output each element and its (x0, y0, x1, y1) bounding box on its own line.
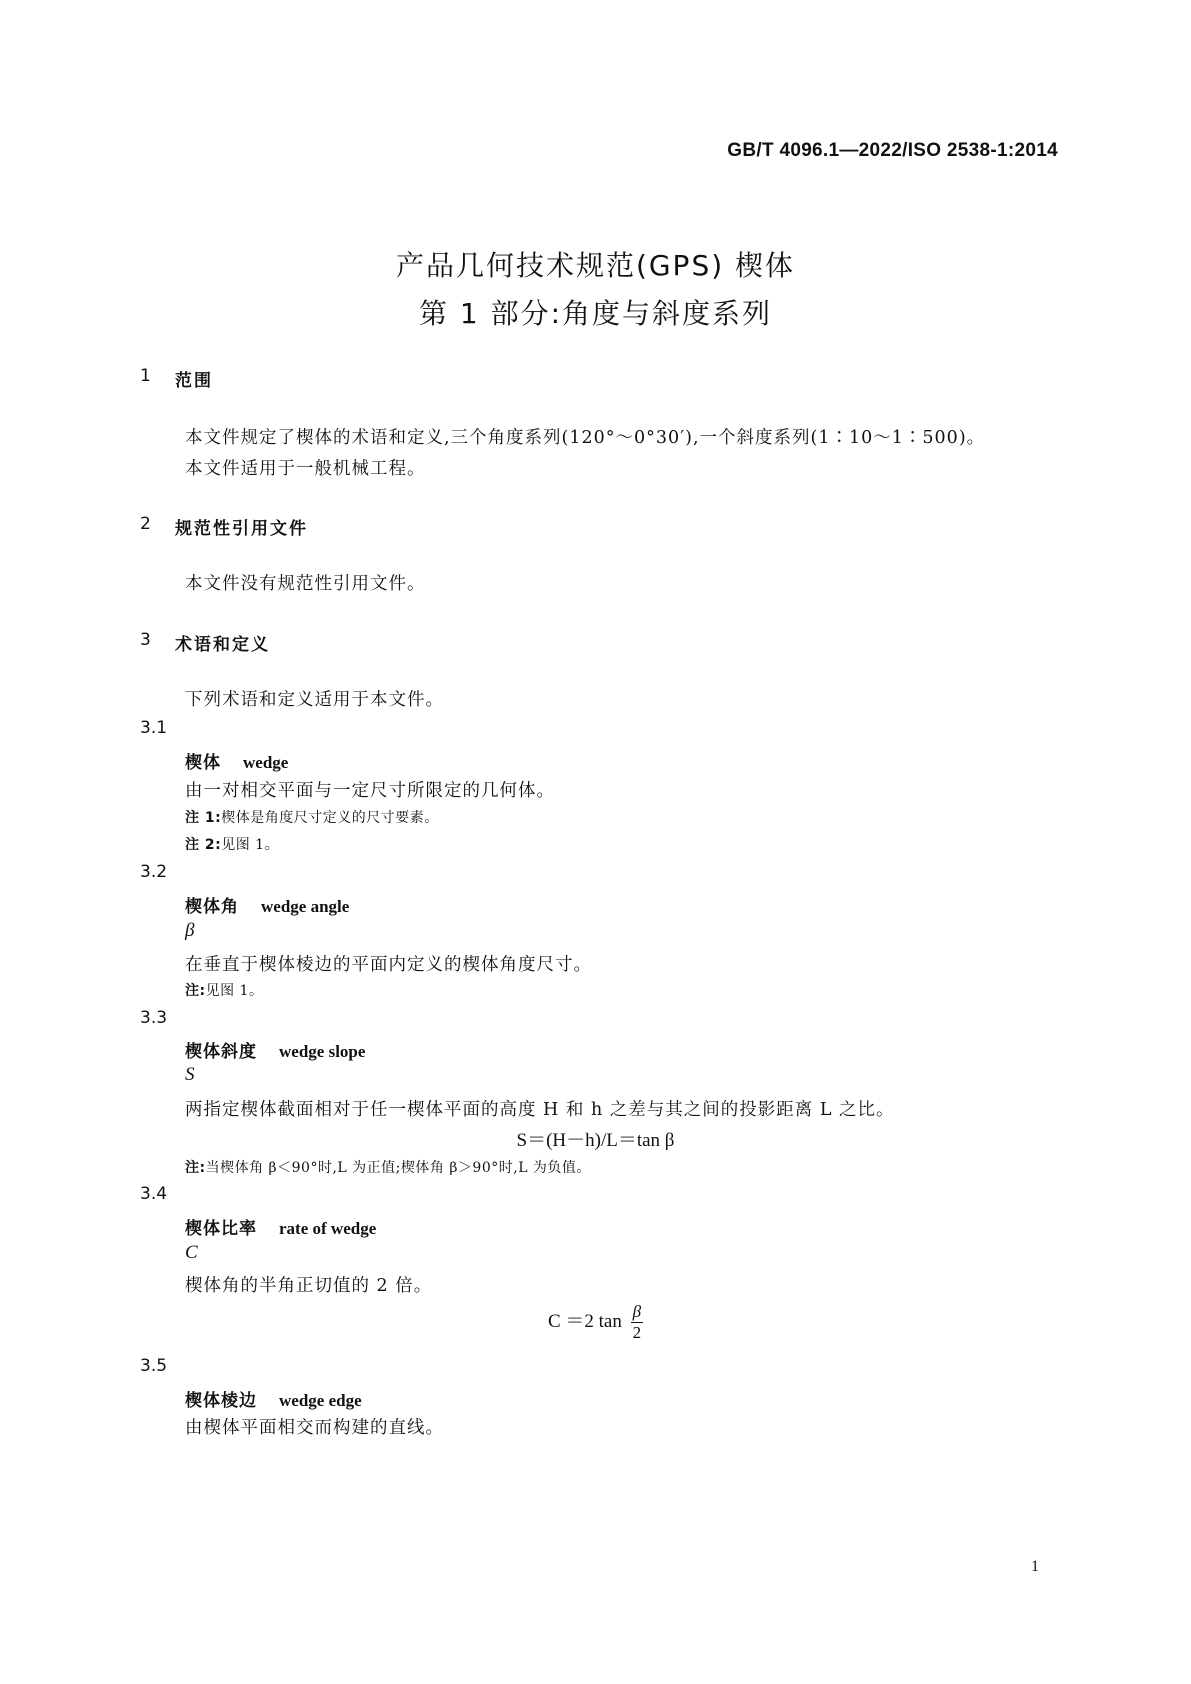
term-3-2-zh: 楔体角 (185, 897, 239, 917)
note-text: 楔体是角度尺寸定义的尺寸要素。 (221, 810, 439, 826)
term-3-3-formula: S＝(H－h)/L＝tan β (516, 1130, 675, 1151)
term-3-1-en: wedge (243, 753, 289, 772)
section-3-number: 3 (140, 630, 151, 650)
term-3-3-number: 3.3 (140, 1008, 168, 1028)
note-label: 注 1: (185, 810, 222, 826)
term-3-5-number: 3.5 (140, 1356, 168, 1376)
formula-lhs: C ＝2 tan (547, 1310, 622, 1332)
term-3-4-symbol: C (185, 1242, 198, 1263)
term-3-1-heading (185, 748, 288, 773)
section-1-number: 1 (140, 366, 151, 386)
document-title-line1: 产品几何技术规范(GPS) 楔体 (395, 249, 796, 282)
note-text: 见图 1。 (205, 983, 264, 999)
section-2-paragraph-1: 本文件没有规范性引用文件。 (185, 574, 426, 594)
section-1-title: 范围 (175, 371, 213, 391)
term-3-4-heading (185, 1214, 376, 1239)
term-3-1-number: 3.1 (140, 718, 168, 738)
term-3-4-en: rate of wedge (279, 1219, 377, 1238)
term-3-1-zh: 楔体 (185, 753, 221, 773)
section-2-number: 2 (140, 514, 151, 534)
note-label: 注: (185, 1160, 206, 1176)
section-2-title: 规范性引用文件 (175, 519, 308, 539)
section-1-paragraph-2: 本文件适用于一般机械工程。 (185, 459, 426, 479)
term-3-2-heading (185, 892, 349, 917)
term-3-4-zh: 楔体比率 (185, 1219, 257, 1239)
term-3-3-zh: 楔体斜度 (185, 1042, 257, 1062)
term-3-3-symbol: S (185, 1064, 195, 1085)
note-label: 注 2: (185, 837, 222, 853)
term-3-1-note-2 (185, 834, 279, 854)
note-text: 见图 1。 (221, 837, 280, 853)
term-3-5-heading (185, 1386, 362, 1411)
standard-number: GB/T 4096.1—2022/ISO 2538-1:2014 (727, 140, 1058, 161)
document-title-line2: 第 1 部分:角度与斜度系列 (418, 297, 773, 330)
term-3-4-formula (0, 1302, 1191, 1343)
term-3-1-note-1 (185, 807, 439, 827)
term-3-2-note (185, 980, 263, 1000)
term-3-3-en: wedge slope (279, 1042, 366, 1061)
section-3-intro: 下列术语和定义适用于本文件。 (185, 690, 444, 710)
term-3-2-number: 3.2 (140, 862, 168, 882)
term-3-5-definition: 由楔体平面相交而构建的直线。 (185, 1418, 444, 1438)
term-3-3-definition: 两指定楔体截面相对于任一楔体平面的高度 H 和 h 之差与其之间的投影距离 L 之比。 (185, 1100, 895, 1120)
section-3-title: 术语和定义 (175, 635, 270, 655)
section-1-paragraph-1: 本文件规定了楔体的术语和定义,三个角度系列(120°～0°30′),一个斜度系列(1∶10～1∶500)。 (185, 428, 986, 448)
term-3-5-zh: 楔体棱边 (185, 1391, 257, 1411)
page-number: 1 (1031, 1558, 1039, 1575)
term-3-5-en: wedge edge (279, 1391, 362, 1410)
note-label: 注: (185, 983, 206, 999)
fraction-denominator: 2 (632, 1323, 642, 1342)
term-3-2-definition: 在垂直于楔体棱边的平面内定义的楔体角度尺寸。 (185, 955, 592, 975)
term-3-3-heading (185, 1037, 365, 1062)
term-3-4-number: 3.4 (140, 1184, 168, 1204)
term-3-4-definition: 楔体角的半角正切值的 2 倍。 (185, 1276, 433, 1296)
fraction-numerator: β (632, 1302, 642, 1321)
formula-fraction (631, 1302, 643, 1343)
term-3-2-symbol: β (185, 920, 195, 941)
term-3-3-note (185, 1157, 591, 1177)
term-3-2-en: wedge angle (261, 897, 350, 916)
note-text: 当楔体角 β＜90°时,L 为正值;楔体角 β＞90°时,L 为负值。 (205, 1160, 591, 1176)
term-3-1-definition: 由一对相交平面与一定尺寸所限定的几何体。 (185, 781, 555, 801)
